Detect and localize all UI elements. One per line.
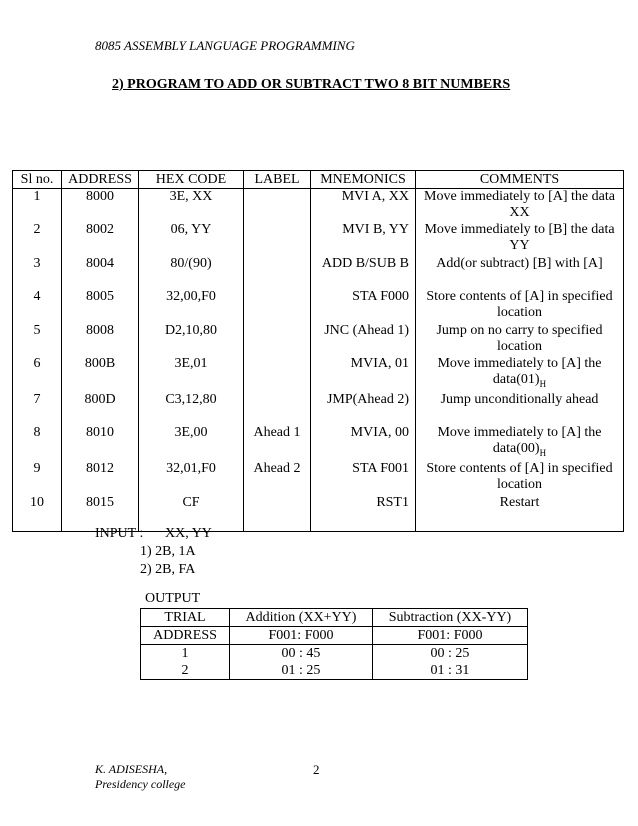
address-cell: 8004 [62,256,139,290]
program-table-body [13,189,624,532]
comment-cell: Store contents of [A] in specified location [416,461,624,495]
output-cell: 00 : 25 [373,645,528,663]
label-cell: Ahead 1 [244,425,311,461]
program-table [12,170,624,532]
mnemonic-cell: RST1 [311,495,416,532]
output-cell: F001: F000 [230,627,373,645]
output-cell: F001: F000 [373,627,528,645]
sl-cell: 9 [13,461,62,495]
page-number: 2 [313,762,320,777]
program-row [13,323,624,357]
label-cell [244,222,311,256]
sl-cell: 10 [13,495,62,532]
col-comments: COMMENTS [416,171,624,189]
output-cell: ADDRESS [141,627,230,645]
comment-cell: Restart [416,495,624,532]
mnemonic-cell: STA F001 [311,461,416,495]
sl-cell: 6 [13,356,62,392]
output-col-subtraction: Subtraction (XX-YY) [373,609,528,627]
address-cell: 8005 [62,289,139,323]
label-cell [244,189,311,223]
mnemonic-cell: JMP(Ahead 2) [311,392,416,426]
output-row [141,645,528,663]
output-row [141,662,528,680]
col-mnemonics: MNEMONICS [311,171,416,189]
hex-subscript: H [539,448,547,459]
output-col-trial: TRIAL [141,609,230,627]
comment-cell: Jump on no carry to specified location [416,323,624,357]
mnemonic-cell: MVI B, YY [311,222,416,256]
comment-cell: Add(or subtract) [B] with [A] [416,256,624,290]
running-header: 8085 ASSEMBLY LANGUAGE PROGRAMMING [95,38,355,53]
hex-subscript: H [539,378,547,389]
page-title: 2) PROGRAM TO ADD OR SUBTRACT TWO 8 BIT NUMBERS [112,77,511,92]
comment-cell: Jump unconditionally ahead [416,392,624,426]
label-cell [244,323,311,357]
comment-cell: Move immediately to [A] the data XX [416,189,624,223]
address-cell: 8015 [62,495,139,532]
address-cell: 8002 [62,222,139,256]
hex-cell: 32,00,F0 [139,289,244,323]
address-cell: 800B [62,356,139,392]
address-cell: 8012 [62,461,139,495]
input-item: 1) 2B, 1A [140,544,196,559]
mnemonic-cell: JNC (Ahead 1) [311,323,416,357]
sl-cell: 2 [13,222,62,256]
output-cell: 2 [141,662,230,680]
input-value: XX, YY [165,526,212,541]
sl-cell: 5 [13,323,62,357]
footer-college: Presidency college [95,777,186,791]
hex-cell: C3,12,80 [139,392,244,426]
comment-cell: Move immediately to [A] the $data(01)_H$ [416,356,624,392]
hex-cell: 32,01,F0 [139,461,244,495]
comment-cell: Move immediately to [B] the data YY [416,222,624,256]
output-col-addition: Addition (XX+YY) [230,609,373,627]
output-cell: 1 [141,645,230,663]
address-cell: 8010 [62,425,139,461]
output-label: OUTPUT [145,591,201,606]
sl-cell: 7 [13,392,62,426]
output-table [140,608,528,680]
program-row [13,222,624,256]
address-cell: 8008 [62,323,139,357]
col-sl: Sl no. [13,171,62,189]
sl-cell: 4 [13,289,62,323]
address-cell: 800D [62,392,139,426]
col-address: ADDRESS [62,171,139,189]
label-cell [244,356,311,392]
hex-cell: 80/(90) [139,256,244,290]
output-cell: 01 : 31 [373,662,528,680]
footer-author: K. ADISESHA, [95,762,168,776]
sl-cell: 3 [13,256,62,290]
label-cell: Ahead 2 [244,461,311,495]
col-label: LABEL [244,171,311,189]
program-row [13,189,624,223]
comment-cell: Move immediately to [A] the $data(00)_H$ [416,425,624,461]
hex-cell: CF [139,495,244,532]
col-hex: HEX CODE [139,171,244,189]
label-cell [244,289,311,323]
program-row [13,461,624,495]
mnemonic-cell: ADD B/SUB B [311,256,416,290]
comment-cell: Store contents of [A] in specified location [416,289,624,323]
output-header-row [141,609,528,627]
mnemonic-cell: MVIA, 00 [311,425,416,461]
hex-cell: D2,10,80 [139,323,244,357]
program-row [13,392,624,426]
mnemonic-cell: MVI A, XX [311,189,416,223]
label-cell [244,392,311,426]
output-address-row [141,627,528,645]
footer-author-block [95,762,186,792]
address-cell: 8000 [62,189,139,223]
hex-cell: 3E, XX [139,189,244,223]
hex-cell: 3E,01 [139,356,244,392]
mnemonic-cell: STA F000 [311,289,416,323]
program-table-header [13,171,624,189]
label-cell [244,256,311,290]
program-row [13,425,624,461]
input-item: 2) 2B, FA [140,562,196,577]
label-cell [244,495,311,532]
hex-cell: 06, YY [139,222,244,256]
output-cell: 00 : 45 [230,645,373,663]
program-row [13,256,624,290]
sl-cell: 8 [13,425,62,461]
program-row [13,356,624,392]
hex-cell: 3E,00 [139,425,244,461]
input-section [95,525,212,579]
sl-cell: 1 [13,189,62,223]
mnemonic-cell: MVIA, 01 [311,356,416,392]
input-label: INPUT : [95,526,144,541]
output-cell: 01 : 25 [230,662,373,680]
program-row [13,289,624,323]
